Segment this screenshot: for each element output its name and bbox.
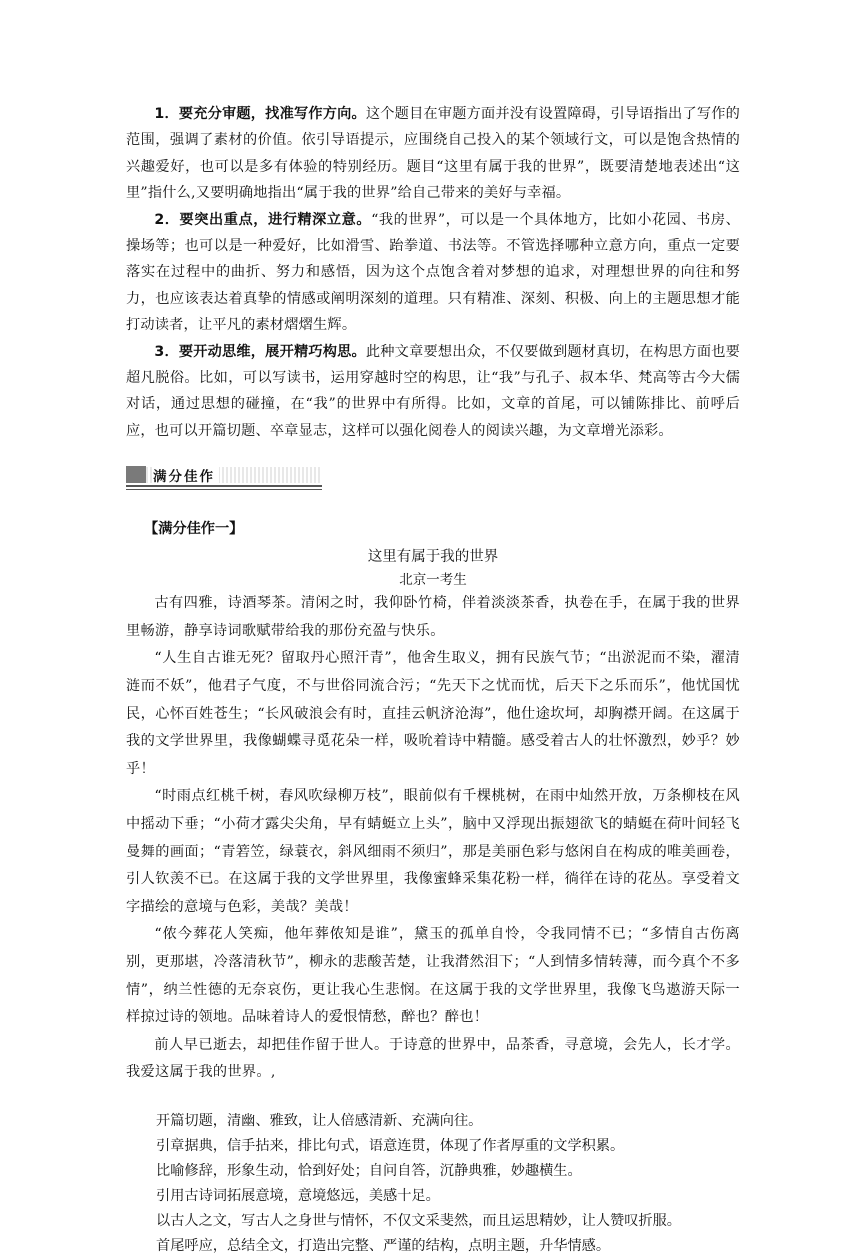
essay-author: 北京一考生 — [399, 572, 467, 589]
essay-paragraph: “人生自古谁无死？留取丹心照汗青”，他舍生取义，拥有民族气节；“出淤泥而不染，濯清涟而不妖”，他君子气度，不与世俗同流合污；“先天下之忧而忧，后天下之乐而乐”，他忧国忧民，心怀百姓苍生；“长风破浪会有时，直挂云帆济沧海”，他仕途坎坷，却胸襟开阔。在这属于我的文学世界里，我像蝴蝶寻觅花朵一样，吸吮着诗中精髓。感受着古人的壮怀激烈，妙乎？妙乎！ — [126, 650, 740, 777]
writing-guide — [126, 101, 740, 444]
guide-point-lead: 2．要突出重点，进行精深立意。 — [154, 211, 372, 228]
comment-line: 首尾呼应，总结全文，打造出完整、严谨的结构，点明主题，升华情感。 — [156, 1237, 611, 1254]
comment-line: 引章据典，信手拈来，排比句式，语意连贯，体现了作者厚重的文学积累。 — [156, 1137, 625, 1154]
essay-heading: 【满分佳作一】 — [144, 521, 244, 538]
guide-point-1 — [126, 101, 740, 207]
comment-line: 比喻修辞，形象生动，恰到好处；自问自答，沉静典雅，妙趣横生。 — [156, 1162, 582, 1179]
section-header-block — [126, 466, 146, 483]
essay-paragraph: 前人早已逝去，却把佳作留于世人。于诗意的世界中，品茶香，寻意境，会先人，长才学。我爱这属于我的世界。, — [126, 1036, 740, 1081]
essay-body — [126, 590, 740, 1087]
section-header-rule — [126, 485, 322, 487]
essay-comments — [126, 1109, 740, 1259]
page-content — [126, 101, 740, 1259]
guide-point-text: 这个题目在审题方面并没有设置障碍，引导语指出了写作的范围，强调了素材的价值。依引导语提示，应围绕自己投入的某个领域行文，可以是饱含热情的兴趣爱好，也可以是多有体验的特别经历。题目“这里有属于我的世界”，既要清楚地表述出“这里”指什么,又要明确地指出“属于我的世界”给自己带来的美好与幸福。 — [126, 106, 741, 202]
guide-point-3 — [126, 339, 740, 445]
essay-paragraph: 古有四雅，诗酒琴茶。清闲之时，我仰卧竹椅，伴着淡淡茶香，执卷在手，在属于我的世界里畅游，静享诗词歌赋带给我的那份充盈与快乐。 — [126, 595, 740, 639]
guide-point-2 — [126, 207, 740, 339]
essay-title: 这里有属于我的世界 — [367, 549, 499, 566]
section-header-rule — [126, 489, 322, 490]
section-header-label: 满分佳作 — [153, 465, 219, 485]
comment-line: 以古人之文，写古人之身世与情怀，不仅文采斐然，而且运思精妙，让人赞叹折服。 — [156, 1212, 681, 1229]
essay-paragraph: “时雨点红桃千树，春风吹绿柳万枝”，眼前似有千棵桃树，在雨中灿然开放，万条柳枝在风中摇动下垂；“小荷才露尖尖角，早有蜻蜓立上头”，脑中又浮现出振翅欲飞的蜻蜓在荷叶间轻飞曼舞的画面；“青箬笠，绿蓑衣，斜风细雨不须归”，那是美丽色彩与悠闲自在构成的唯美画卷，引人钦羡不已。在这属于我的文学世界里，我像蜜蜂采集花粉一样，徜徉在诗的花丛。享受着文字描绘的意境与色彩，美哉？美哉！ — [126, 788, 740, 915]
guide-point-text: “我的世界”，可以是一个具体地方，比如小花园、书房、操场等；也可以是一种爱好，比如滑雪、跆拳道、书法等。不管选择哪种立意方向，重点一定要落实在过程中的曲折、努力和感悟，因为这个点饱含着对梦想的追求，对理想世界的向往和努力，也应该表达着真挚的情感或阐明深刻的道理。只有精准、深刻、积极、向上的主题思想才能打动读者，让平凡的素材熠熠生辉。 — [126, 211, 740, 334]
comment-line: 开篇切题，清幽、雅致，让人倍感清新、充满向往。 — [156, 1112, 483, 1129]
comment-line: 引用古诗词拓展意境，意境悠远，美感十足。 — [156, 1187, 440, 1204]
essay-paragraph: “侬今葬花人笑痴，他年葬侬知是谁”，黛玉的孤单自怜，令我同情不已；“多情自古伤离别，更那堪，冷落清秋节”，柳永的悲酸苦楚，让我潸然泪下；“人到情多情转薄，而今真个不多情”，纳兰性德的无奈哀伤，更让我心生悲悯。在这属于我的文学世界里，我像飞鸟遨游天际一样掠过诗的领地。品味着诗人的爱恨情愁，醉也？醉也！ — [126, 926, 740, 1026]
guide-point-lead: 1．要充分审题，找准写作方向。 — [154, 106, 366, 122]
guide-point-text: 此种文章要想出众，不仅要做到题材真切，在构思方面也要超凡脱俗。比如，可以写读书，运用穿越时空的构思，让“我”与孔子、叔本华、梵高等古今大儒对话，通过思想的碰撞，在“我”的世界中有所得。比如，文章的首尾，可以铺陈排比、前呼后应，也可以开篇切题、卒章显志，这样可以强化阅卷人的阅读兴趣，为文章增光添彩。 — [126, 343, 741, 439]
section-header-bar — [126, 464, 322, 486]
guide-point-lead: 3．要开动思维，展开精巧构思。 — [154, 343, 366, 360]
